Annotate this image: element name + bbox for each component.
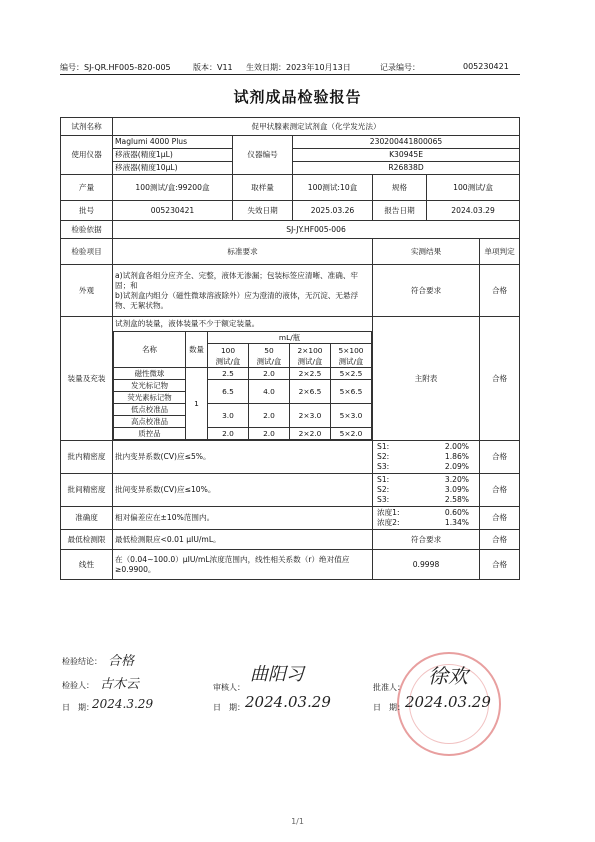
- instrument-1: Maglumi 4000 Plus: [113, 136, 233, 149]
- page-number: 1/1: [291, 817, 304, 826]
- instrument-no-label: 仪器编号: [233, 136, 293, 175]
- page-title: 试剂成品检验报告: [233, 88, 362, 106]
- inspector-signature: 古木云: [100, 677, 140, 692]
- sub-cell: 2.0: [208, 428, 249, 440]
- within-batch-item: 批内精密度: [61, 441, 113, 474]
- column-standard: 标准要求: [113, 239, 373, 265]
- appearance-standard: a)试剂盒各组分应齐全、完整，液体无渗漏；包装标签应清晰、准确、牢固；和 b)试剂盒内组分（磁性微球溶液除外）应为澄清的液体，无沉淀、无悬浮物、无絮状物。: [113, 265, 373, 317]
- loading-judgement: 合格: [480, 317, 520, 441]
- result-line: S3: 2.09%: [377, 462, 469, 471]
- lod-judgement: 合格: [480, 530, 520, 550]
- linearity-judgement: 合格: [480, 550, 520, 580]
- sub-head-c1: 100 测试/盒: [208, 344, 249, 368]
- within-batch-judgement: 合格: [480, 441, 520, 474]
- instrument-no-3: R26838D: [293, 162, 520, 175]
- between-batch-judgement: 合格: [480, 474, 520, 507]
- output-label: 产量: [61, 175, 113, 201]
- expiry-value: 2025.03.26: [293, 201, 373, 221]
- column-judgement: 单项判定: [480, 239, 520, 265]
- result-line: 浓度2: 1.34%: [377, 518, 469, 527]
- lod-result: 符合要求: [373, 530, 480, 550]
- record-number-label: 记录编号：: [380, 63, 420, 72]
- sub-row-name: 低点校准品: [114, 404, 186, 416]
- within-batch-results: [373, 441, 480, 474]
- between-batch-results: [373, 474, 480, 507]
- date2-signature: 2024.03.29: [245, 693, 331, 711]
- version: 版本：V11: [193, 63, 233, 72]
- lod-standard: 最低检测限应<0.01 μIU/mL。: [113, 530, 373, 550]
- conclusion-label: 检验结论：: [62, 657, 102, 666]
- sub-head-c2: 50 测试/盒: [249, 344, 290, 368]
- sub-cell: 5×6.5: [331, 380, 372, 404]
- accuracy-item: 准确度: [61, 507, 113, 530]
- sub-head-unit: mL/瓶: [208, 332, 372, 344]
- sub-cell: 2×3.0: [290, 404, 331, 428]
- inspector-label: 检验人：: [62, 681, 94, 690]
- sample-qty-label: 取样量: [233, 175, 293, 201]
- appearance-item: 外观: [61, 265, 113, 317]
- instrument-label: 使用仪器: [61, 136, 113, 175]
- inspection-table: [60, 117, 520, 580]
- sub-cell: 2.0: [249, 428, 290, 440]
- sub-head-c4: 5×100 测试/盒: [331, 344, 372, 368]
- sub-row-name: 荧光素标记物: [114, 392, 186, 404]
- sub-cell: 2.0: [249, 404, 290, 428]
- accuracy-results: [373, 507, 480, 530]
- sub-row-name: 发光标记物: [114, 380, 186, 392]
- sub-cell: 2.5: [208, 368, 249, 380]
- date1-label: 日 期：: [62, 703, 94, 712]
- accuracy-standard: 相对偏差应在±10%范围内。: [113, 507, 373, 530]
- between-batch-standard: 批间变异系数(CV)应≤10%。: [113, 474, 373, 507]
- instrument-no-1: 230200441800065: [293, 136, 520, 149]
- spec-label: 规格: [373, 175, 427, 201]
- instrument-3: 移液器(精度10μL): [113, 162, 233, 175]
- result-line: 浓度1: 0.60%: [377, 508, 469, 517]
- doc-number: 编号：SJ-QR.HF005-820-005: [60, 63, 171, 72]
- loading-intro: 试剂盒的装量，液体装量不少于额定装量。: [115, 319, 260, 328]
- approver-signature: 徐欢: [428, 664, 468, 688]
- sub-row-name: 磁性微球: [114, 368, 186, 380]
- sub-head-qty: 数量: [186, 332, 208, 368]
- sub-cell: 2.0: [249, 368, 290, 380]
- date1-signature: 2024.3.29: [92, 697, 154, 711]
- batch-value: 005230421: [113, 201, 233, 221]
- date3-signature: 2024.03.29: [405, 693, 491, 711]
- result-line: S1: 2.00%: [377, 442, 469, 451]
- sub-head-c3: 2×100 测试/盒: [290, 344, 331, 368]
- loading-result: 主附表: [373, 317, 480, 441]
- report-date-value: 2024.03.29: [427, 201, 520, 221]
- result-line: S2: 1.86%: [377, 452, 469, 461]
- sub-cell: 5×3.0: [331, 404, 372, 428]
- sub-row-name: 质控品: [114, 428, 186, 440]
- reagent-name-label: 试剂名称: [61, 118, 113, 136]
- linearity-standard: 在（0.04~100.0）μIU/mL浓度范围内，线性相关系数（r）绝对值应≥0.9900。: [113, 550, 373, 580]
- linearity-item: 线性: [61, 550, 113, 580]
- column-item: 检验项目: [61, 239, 113, 265]
- conclusion-signature: 合格: [108, 654, 135, 669]
- record-number: 005230421: [463, 62, 509, 71]
- sub-cell: 4.0: [249, 380, 290, 404]
- expiry-label: 失效日期: [233, 201, 293, 221]
- sub-cell: 2×6.5: [290, 380, 331, 404]
- effective-date: 生效日期：2023年10月13日: [246, 63, 351, 72]
- basis-label: 检验依据: [61, 221, 113, 239]
- reviewer-signature: 曲阳习: [250, 664, 304, 685]
- appearance-result: 符合要求: [373, 265, 480, 317]
- instrument-no-2: K30945E: [293, 149, 520, 162]
- column-result: 实测结果: [373, 239, 480, 265]
- sub-cell: 2×2.5: [290, 368, 331, 380]
- loading-standard: [113, 317, 373, 441]
- basis-value: SJ-JY.HF005-006: [113, 221, 520, 239]
- sub-cell: 5×2.0: [331, 428, 372, 440]
- reagent-name: 促甲状腺素测定试剂盒（化学发光法）: [113, 118, 520, 136]
- document-header: [60, 60, 520, 75]
- loading-item: 装量及充装: [61, 317, 113, 441]
- sub-row-name: 高点校准品: [114, 416, 186, 428]
- result-line: S1: 3.20%: [377, 475, 469, 484]
- sample-qty-value: 100测试:10盒: [293, 175, 373, 201]
- sub-cell: 5×2.5: [331, 368, 372, 380]
- reviewer-label: 审核人：: [213, 683, 245, 692]
- within-batch-standard: 批内变异系数(CV)应≤5%。: [113, 441, 373, 474]
- linearity-result: 0.9998: [373, 550, 480, 580]
- sub-cell: 6.5: [208, 380, 249, 404]
- sub-qty: 1: [186, 368, 208, 440]
- report-date-label: 报告日期: [373, 201, 427, 221]
- date3-label: 日 期：: [373, 703, 405, 712]
- spec-value: 100测试/盒: [427, 175, 520, 201]
- loading-sub-table: [113, 331, 372, 440]
- appearance-judgement: 合格: [480, 265, 520, 317]
- sub-cell: 3.0: [208, 404, 249, 428]
- batch-label: 批号: [61, 201, 113, 221]
- approver-label: 批准人：: [373, 683, 405, 692]
- sub-head-name: 名称: [114, 332, 186, 368]
- sub-cell: 2×2.0: [290, 428, 331, 440]
- date2-label: 日 期：: [213, 703, 245, 712]
- lod-item: 最低检测限: [61, 530, 113, 550]
- between-batch-item: 批间精密度: [61, 474, 113, 507]
- result-line: S3: 2.58%: [377, 495, 469, 504]
- result-line: S2: 3.09%: [377, 485, 469, 494]
- instrument-2: 移液器(精度1μL): [113, 149, 233, 162]
- output-value: 100测试/盒:99200盒: [113, 175, 233, 201]
- accuracy-judgement: 合格: [480, 507, 520, 530]
